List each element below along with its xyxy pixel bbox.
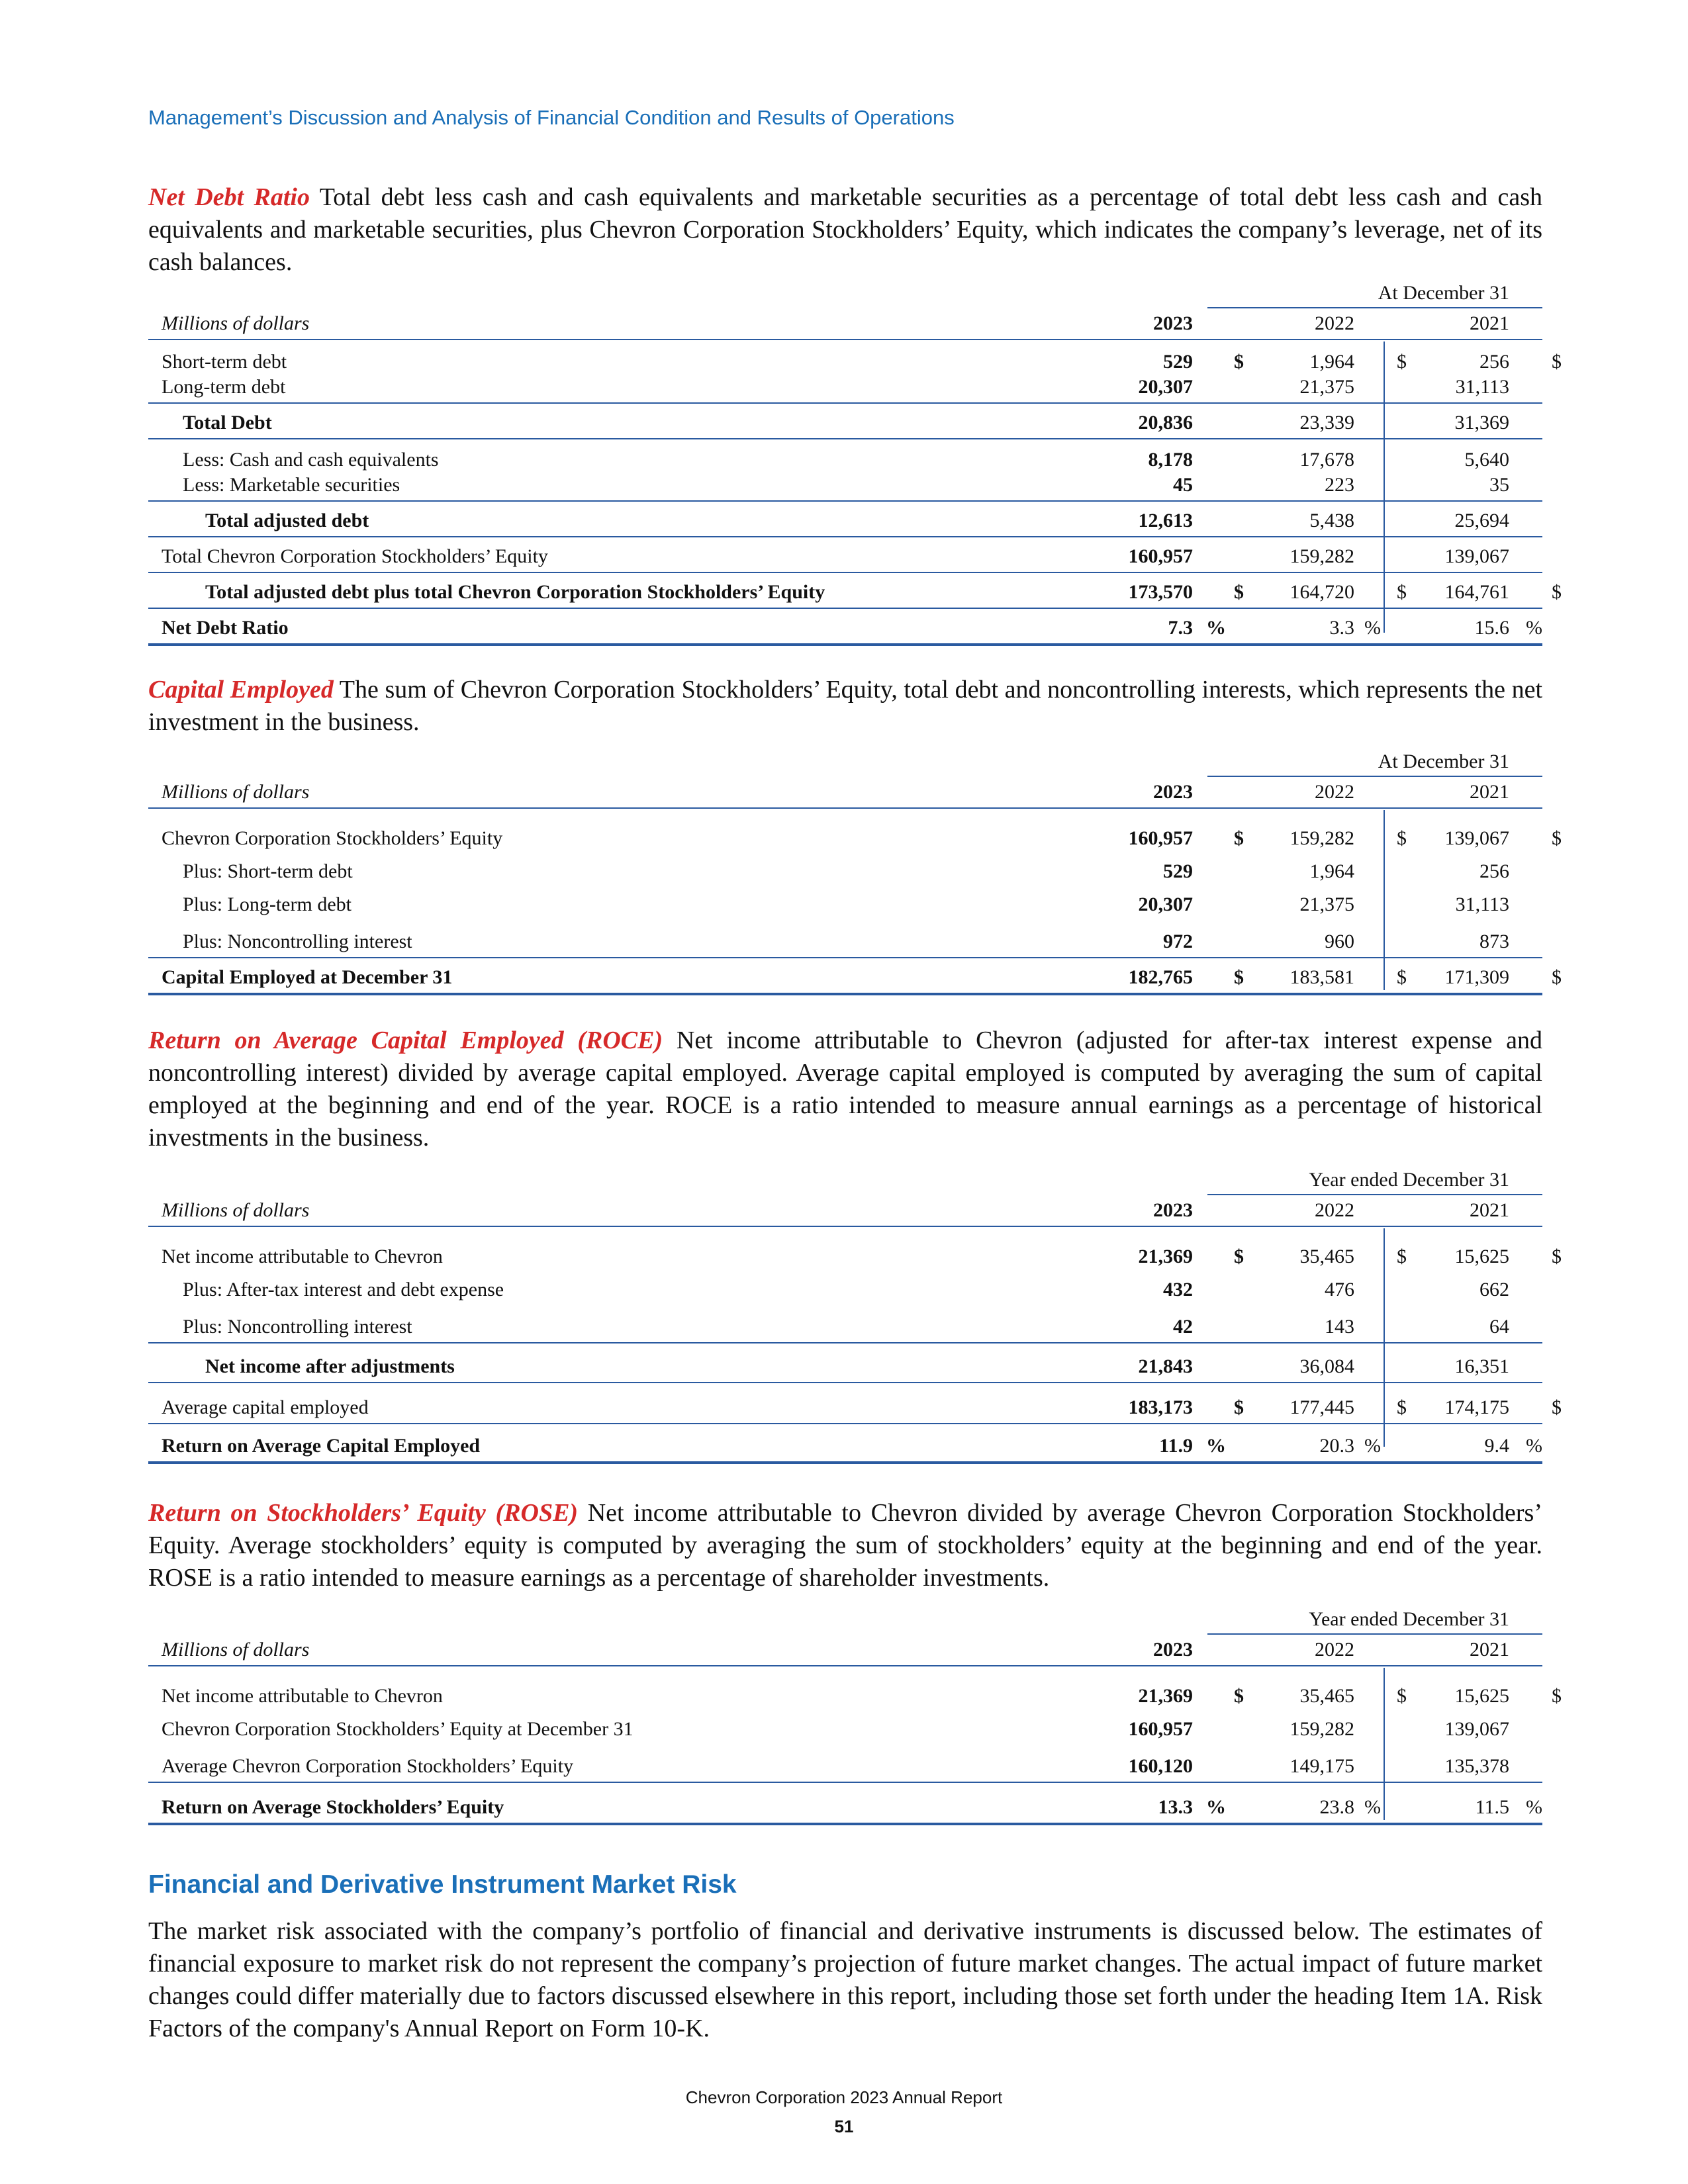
span-header: At December 31 [1207,749,1542,777]
span-header: Year ended December 31 [1207,1607,1542,1635]
table-row: Net income attributable to Chevron $ 21,369 $ 35,465 $ 15,625 [162,1685,1562,1707]
rose-term: Return on Stockholders’ Equity (ROSE) [148,1499,579,1527]
table-header: Millions of dollars 2023 2022 2021 [148,1636,1542,1666]
table-header: Millions of dollars 2023 2022 2021 [148,1197,1542,1227]
table-row: Chevron Corporation Stockholders’ Equity at December 31 160,957 159,282 139,067 [162,1718,1509,1740]
table-row: Long-term debt 20,307 21,375 31,113 [148,377,1542,404]
section-heading: Financial and Derivative Instrument Market Risk [148,1870,737,1899]
rose-text: Net income attributable to Chevron divided by average Chevron Corporation Stockholders’ Equity. Average stockholders’ equity is computed by averaging the sum of stockholders’ equity at the beginning and end of the year. ROSE is a ratio intended to measure earnings as a percentage of shareholder investments. [148,1499,1542,1592]
table-row: Average Chevron Corporation Stockholders’ Equity 160,120 149,175 135,378 [148,1752,1542,1783]
span-header: At December 31 [1207,281,1542,308]
table-row: Average capital employed $ 183,173 $ 177,445 $ 174,175 [148,1387,1542,1424]
running-head: Management’s Discussion and Analysis of Financial Condition and Results of Operations [148,106,955,129]
net-debt-paragraph [148,181,1542,279]
table-row: Less: Marketable securities 45 223 35 [148,475,1542,502]
table-row: Net income attributable to Chevron $ 21,369 $ 35,465 $ 15,625 [162,1246,1562,1267]
table-row: Net income after adjustments 21,843 36,084 16,351 [148,1347,1542,1383]
span-header: Year ended December 31 [1207,1167,1542,1195]
table-row: Total adjusted debt 12,613 5,438 25,694 [148,506,1542,537]
capital-employed-text: The sum of Chevron Corporation Stockholders’ Equity, total debt and noncontrolling interests, which represents the net investment in the business. [148,676,1543,736]
table-row: Plus: After-tax interest and debt expense 432 476 662 [183,1279,1509,1300]
roce-term: Return on Average Capital Employed (ROCE) [148,1026,663,1054]
net-debt-text: Total debt less cash and cash equivalents and marketable securities as a percentage of total debt less cash and cash equivalents and marketable securities, plus Chevron Corporation Stockholders’ Equity, which indicates the company’s leverage, net of its cash balances. [148,183,1542,276]
table-row: Plus: Noncontrolling interest 972 960 873 [148,928,1542,958]
table-row: Plus: Noncontrolling interest 42 143 64 [148,1313,1542,1343]
net-debt-term: Net Debt Ratio [148,183,310,211]
rose-paragraph [148,1497,1542,1594]
table-row: Plus: Short-term debt 529 1,964 256 [183,860,1509,882]
table-row: Total adjusted debt plus total Chevron Corporation Stockholders’ Equity $ 173,570 $ 164,720 $ 164,761 [148,577,1542,609]
capital-employed-table [148,749,1562,1014]
table-row: Total Chevron Corporation Stockholders’ Equity 160,957 159,282 139,067 [148,541,1542,573]
roce-paragraph [148,1024,1542,1154]
capital-employed-paragraph [148,674,1542,739]
market-risk-paragraph: The market risk associated with the company’s portfolio of financial and derivative instruments is discussed below. The estimates of financial exposure to market risk do not represent the company’s projection of future market changes. The actual impact of future market changes could differ materially due to factors discussed elsewhere in this report, including those set forth under the heading Item 1A. Risk Factors of the company's Annual Report on Form 10-K. [148,1917,1542,2042]
table-header: Millions of dollars 2023 2022 2021 [148,310,1542,340]
table-row: Total Debt 20,836 23,339 31,369 [148,408,1542,439]
table-header: Millions of dollars 2023 2022 2021 [148,778,1542,809]
page-number: 51 [834,2116,854,2136]
roce-text: Net income attributable to Chevron (adjusted for after-tax interest expense and noncontrolling interest) divided by average capital employed. Average capital employed is computed by averaging the sum of capital employed at the beginning and end of the year. ROCE is a ratio intended to measure annual earnings as a percentage of historical investments in the business. [148,1026,1543,1152]
roce-table [148,1167,1562,1485]
table-row: Plus: Long-term debt 20,307 21,375 31,113 [183,893,1509,915]
rose-table [148,1607,1562,1832]
net-debt-table [148,281,1562,651]
table-row: Short-term debt $ 529 $ 1,964 $ 256 [162,351,1562,373]
table-row: Chevron Corporation Stockholders’ Equity $ 160,957 $ 159,282 $ 139,067 [162,827,1562,849]
table-row: Capital Employed at December 31 $ 182,765 $ 183,581 $ 171,309 [148,962,1542,995]
footer-report-title: Chevron Corporation 2023 Annual Report [685,2087,1003,2107]
capital-employed-term: Capital Employed [148,676,334,704]
table-row: Net Debt Ratio 7.3 % 3.3 % 15.6 % [148,613,1542,646]
table-row: Return on Average Stockholders’ Equity 13.3 % 23.8 % 11.5 % [148,1787,1542,1825]
table-row: Return on Average Capital Employed 11.9 % 20.3 % 9.4 % [148,1428,1542,1464]
table-row: Less: Cash and cash equivalents 8,178 17,678 5,640 [183,449,1509,471]
